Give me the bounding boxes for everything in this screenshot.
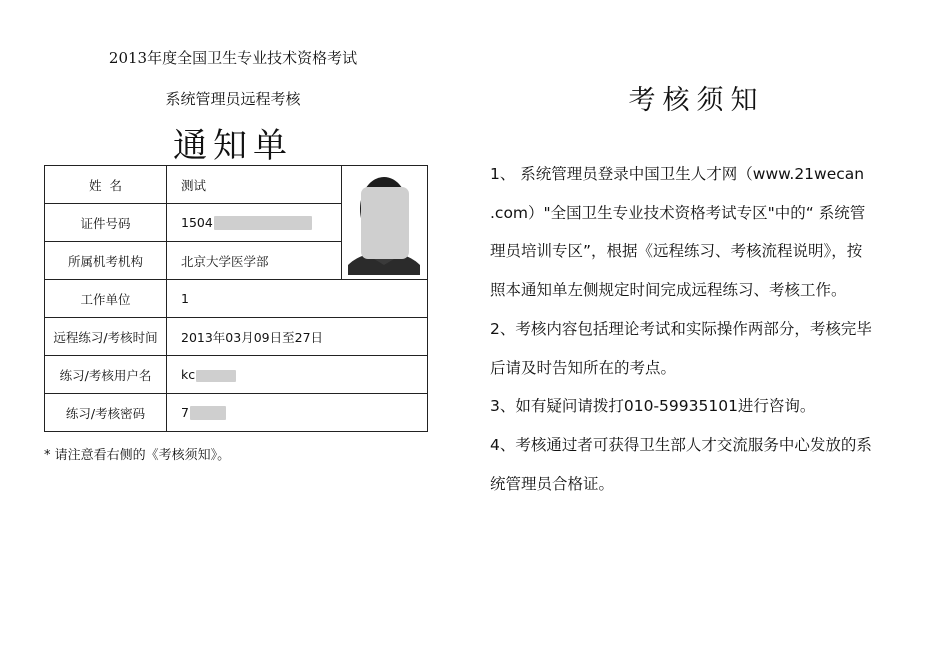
exam-institution-label: 所属机考机构 xyxy=(45,242,167,280)
notice-title-line2: 系统管理员远程考核 xyxy=(165,90,301,108)
table-row xyxy=(45,318,428,356)
password-value: 7 xyxy=(181,404,189,420)
candidate-photo xyxy=(348,169,420,275)
username-value: kc xyxy=(181,367,196,382)
info-table xyxy=(44,165,428,432)
exam-instructions-title: 考核须知 xyxy=(628,85,765,116)
work-unit-value: 1 xyxy=(167,280,428,318)
id-number-value: 1504 xyxy=(181,214,213,230)
work-unit-label: 工作单位 xyxy=(45,280,167,318)
table-row xyxy=(45,394,428,432)
redacted-block xyxy=(190,406,226,420)
instruction-item: 3、如有疑问请拨打010-59935101进行咨询。 xyxy=(490,397,816,416)
table-row xyxy=(45,280,428,318)
redacted-block xyxy=(196,370,236,382)
username-cell xyxy=(167,356,428,394)
exam-time-label: 远程练习/考核时间 xyxy=(45,318,167,356)
notice-title-main: 通知单 xyxy=(173,126,293,166)
instruction-item: 1、 系统管理员登录中国卫生人才网（www.21wecan .com）"全国卫生专业技术资格考试专区"中的“ 系统管理员培训专区”，根据《远程练习、考核流程说明》，按照本通知单左侧规定时间完成远程练习、考核工作。 xyxy=(490,165,866,300)
instruction-item: 2、考核内容包括理论考试和实际操作两部分，考核完毕后请及时告知所在的考点。 xyxy=(490,319,872,377)
table-row xyxy=(45,166,428,204)
exam-time-value: 2013年03月09日至27日 xyxy=(167,318,428,356)
photo-cell xyxy=(342,166,428,280)
note-text: * 请注意看右侧的《考核须知》。 xyxy=(44,448,231,463)
exam-instructions-list xyxy=(490,155,872,503)
password-cell xyxy=(167,394,428,432)
id-number-cell xyxy=(167,204,342,242)
password-label: 练习/考核密码 xyxy=(45,394,167,432)
id-number-label: 证件号码 xyxy=(45,204,167,242)
exam-institution-value: 北京大学医学部 xyxy=(167,242,342,280)
notice-title-line1: 2013年度全国卫生专业技术资格考试 xyxy=(108,49,358,67)
username-label: 练习/考核用户名 xyxy=(45,356,167,394)
redacted-block xyxy=(214,216,312,230)
instruction-item: 4、考核通过者可获得卫生部人才交流服务中心发放的系统管理员合格证。 xyxy=(490,435,872,493)
name-label: 姓 名 xyxy=(45,166,167,204)
name-value: 测试 xyxy=(167,166,342,204)
table-row xyxy=(45,356,428,394)
